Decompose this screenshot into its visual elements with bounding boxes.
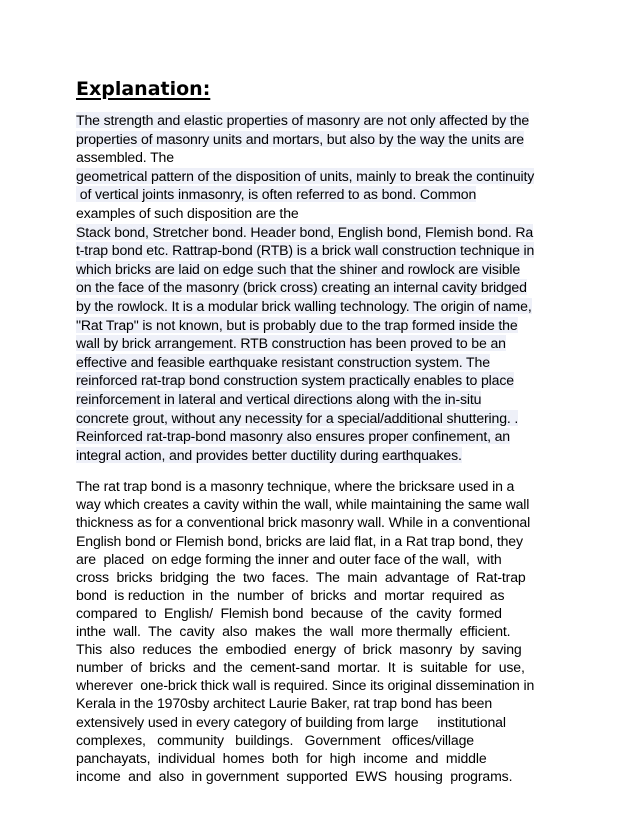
text-line: properties of masonry units and mortars, but also by the way the units are <box>76 130 524 147</box>
paragraph-2-line: This also reduces the embodied energy of brick masonry by saving <box>76 641 522 658</box>
paragraph-1-line <box>76 185 566 204</box>
text-line: examples of such disposition are the <box>76 204 299 221</box>
paragraph-1-line <box>76 390 566 409</box>
paragraph-2-line: are placed on edge forming the inner and outer face of the wall, with <box>76 550 502 567</box>
body-text <box>76 111 566 785</box>
paragraph-2-line: Kerala in the 1970sby architect Laurie Baker, rat trap bond has been <box>76 695 493 712</box>
text-line: geometrical pattern of the disposition of units, mainly to break the continuity <box>76 167 535 184</box>
paragraph-2-line: wherever one-brick thick wall is required. Since its original dissemination in <box>76 677 535 694</box>
paragraph-1-line <box>76 111 566 130</box>
paragraph-2-line: income and also in government supported EWS housing programs. <box>76 767 513 784</box>
paragraph-2-line: bond is reduction in the number of bricks and mortar required as <box>76 586 505 603</box>
paragraph-2-line: thickness as for a conventional brick masonry wall. While in a conventional <box>76 514 531 531</box>
paragraph-2-line: way which creates a cavity within the wall, while maintaining the same wall <box>76 496 530 513</box>
text-line: wall by brick arrangement. RTB construction has been proved to be an <box>76 335 506 352</box>
text-line: reinforced rat-trap bond construction system practically enables to place <box>76 372 514 389</box>
paragraph-1-line <box>76 278 566 297</box>
paragraph-1-line <box>76 371 566 390</box>
text-line: effective and feasible earthquake resistant construction system. The <box>76 353 490 370</box>
paragraph-2-line: English bond or Flemish bond, bricks are laid flat, in a Rat trap bond, they <box>76 532 523 549</box>
paragraph-1-line <box>76 241 566 260</box>
text-line: of vertical joints inmasonry, is often referred to as bond. Common <box>76 186 477 203</box>
paragraph-2-line: number of bricks and the cement-sand mortar. It is suitable for use, <box>76 659 525 676</box>
paragraph-1-line <box>76 148 566 167</box>
paragraph-1-line <box>76 446 566 465</box>
text-line: which bricks are laid on edge such that the shiner and rowlock are visible <box>76 260 521 277</box>
paragraph-1-line <box>76 409 566 428</box>
text-line: Stack bond, Stretcher bond. Header bond, English bond, Flemish bond. Ra <box>76 223 534 240</box>
paragraph-1-line <box>76 297 566 316</box>
text-line: concrete grout, without any necessity for a special/additional shuttering. . <box>76 409 519 426</box>
text-line: t-trap bond etc. Rattrap-bond (RTB) is a brick wall construction technique in <box>76 242 535 259</box>
paragraph-1-line <box>76 334 566 353</box>
paragraph-1-line <box>76 353 566 372</box>
paragraph-1-line <box>76 130 566 149</box>
paragraph-2-line: compared to English/ Flemish bond because of the cavity formed <box>76 604 502 621</box>
page-title: Explanation: <box>76 78 211 100</box>
paragraph-gap <box>76 464 566 477</box>
text-line: The strength and elastic properties of masonry are not only affected by the <box>76 112 530 128</box>
text-line: assembled. The <box>76 149 174 166</box>
text-line: by the rowlock. It is a modular brick walling technology. The origin of name, <box>76 297 532 314</box>
paragraph-1-line <box>76 316 566 335</box>
paragraph-1 <box>76 111 566 464</box>
paragraph-2-line: extensively used in every category of building from large institutional <box>76 713 506 730</box>
text-line: reinforcement in lateral and vertical directions along with the in-situ <box>76 390 482 407</box>
paragraph-2-line: cross bricks bridging the two faces. The main advantage of Rat-trap <box>76 568 526 585</box>
paragraph-2 <box>76 477 566 785</box>
paragraph-2-line: inthe wall. The cavity also makes the wall more thermally efficient. <box>76 623 511 640</box>
paragraph-1-line <box>76 427 566 446</box>
text-line: integral action, and provides better ductility during earthquakes. <box>76 446 462 463</box>
text-line: "Rat Trap" is not known, but is probably due to the trap formed inside the <box>76 316 518 333</box>
paragraph-1-line <box>76 223 566 242</box>
paragraph-2-line: The rat trap bond is a masonry technique, where the bricksare used in a <box>76 478 515 495</box>
paragraph-1-line <box>76 204 566 223</box>
paragraph-2-line: complexes, community buildings. Government offices/village <box>76 731 474 748</box>
text-line: Reinforced rat-trap-bond masonry also ensures proper confinement, an <box>76 428 510 445</box>
paragraph-1-line <box>76 260 566 279</box>
paragraph-1-line <box>76 167 566 186</box>
text-line: on the face of the masonry (brick cross) creating an internal cavity bridged <box>76 279 527 296</box>
paragraph-2-line: panchayats, individual homes both for high income and middle <box>76 749 487 766</box>
